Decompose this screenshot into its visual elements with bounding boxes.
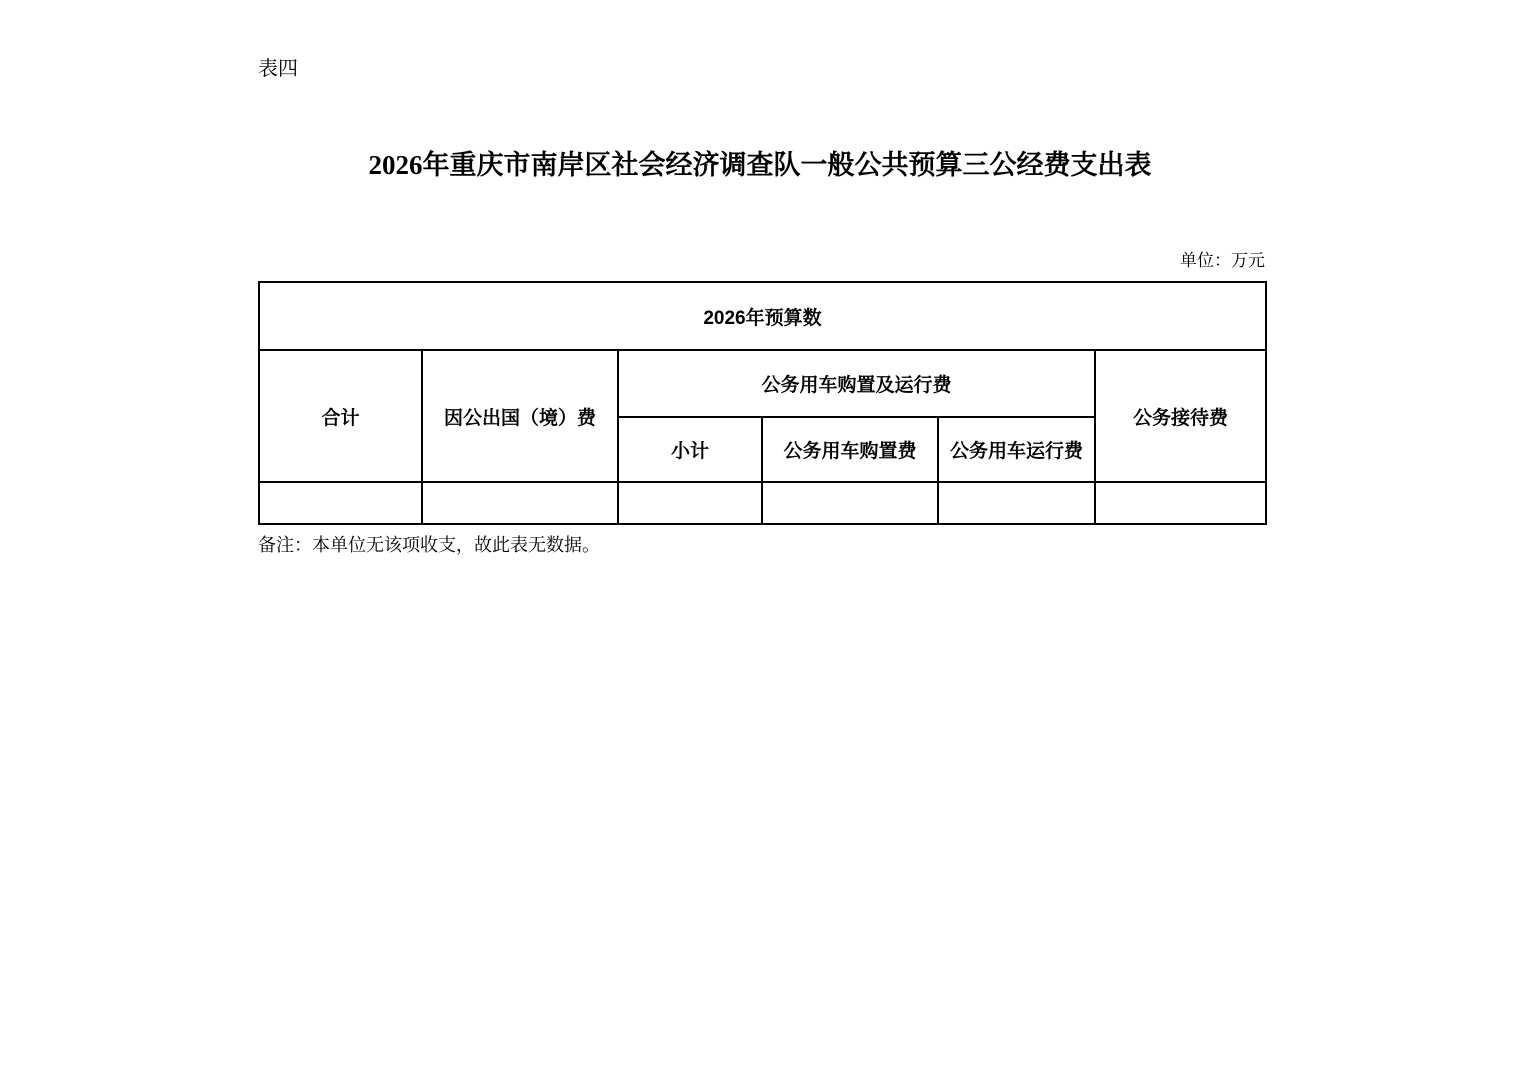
header-vehicle-group: 公务用车购置及运行费: [618, 350, 1095, 417]
header-vehicle-subtotal: 小计: [618, 417, 762, 482]
table-row-data: [259, 482, 1266, 524]
data-cell-vehicle-operation: [938, 482, 1095, 524]
footnote: 备注：本单位无该项收支，故此表无数据。: [258, 535, 600, 555]
data-cell-overseas: [422, 482, 618, 524]
data-cell-reception: [1095, 482, 1266, 524]
table-row-group-header: [259, 282, 1266, 350]
data-cell-total: [259, 482, 422, 524]
unit-label: 单位：万元: [1180, 251, 1265, 270]
budget-table: [258, 281, 1267, 525]
data-cell-vehicle-subtotal: [618, 482, 762, 524]
year-group-header-cell: 2026年预算数: [259, 282, 1266, 350]
sheet-label: 表四: [258, 58, 298, 80]
header-total: 合计: [259, 350, 422, 482]
table-row-main-header: [259, 350, 1266, 417]
data-cell-vehicle-purchase: [762, 482, 938, 524]
page-title: 2026年重庆市南岸区社会经济调查队一般公共预算三公经费支出表: [368, 150, 1152, 180]
header-reception: 公务接待费: [1095, 350, 1266, 482]
header-overseas-travel: 因公出国（境）费: [422, 350, 618, 482]
header-vehicle-operation: 公务用车运行费: [938, 417, 1095, 482]
header-vehicle-purchase: 公务用车购置费: [762, 417, 938, 482]
